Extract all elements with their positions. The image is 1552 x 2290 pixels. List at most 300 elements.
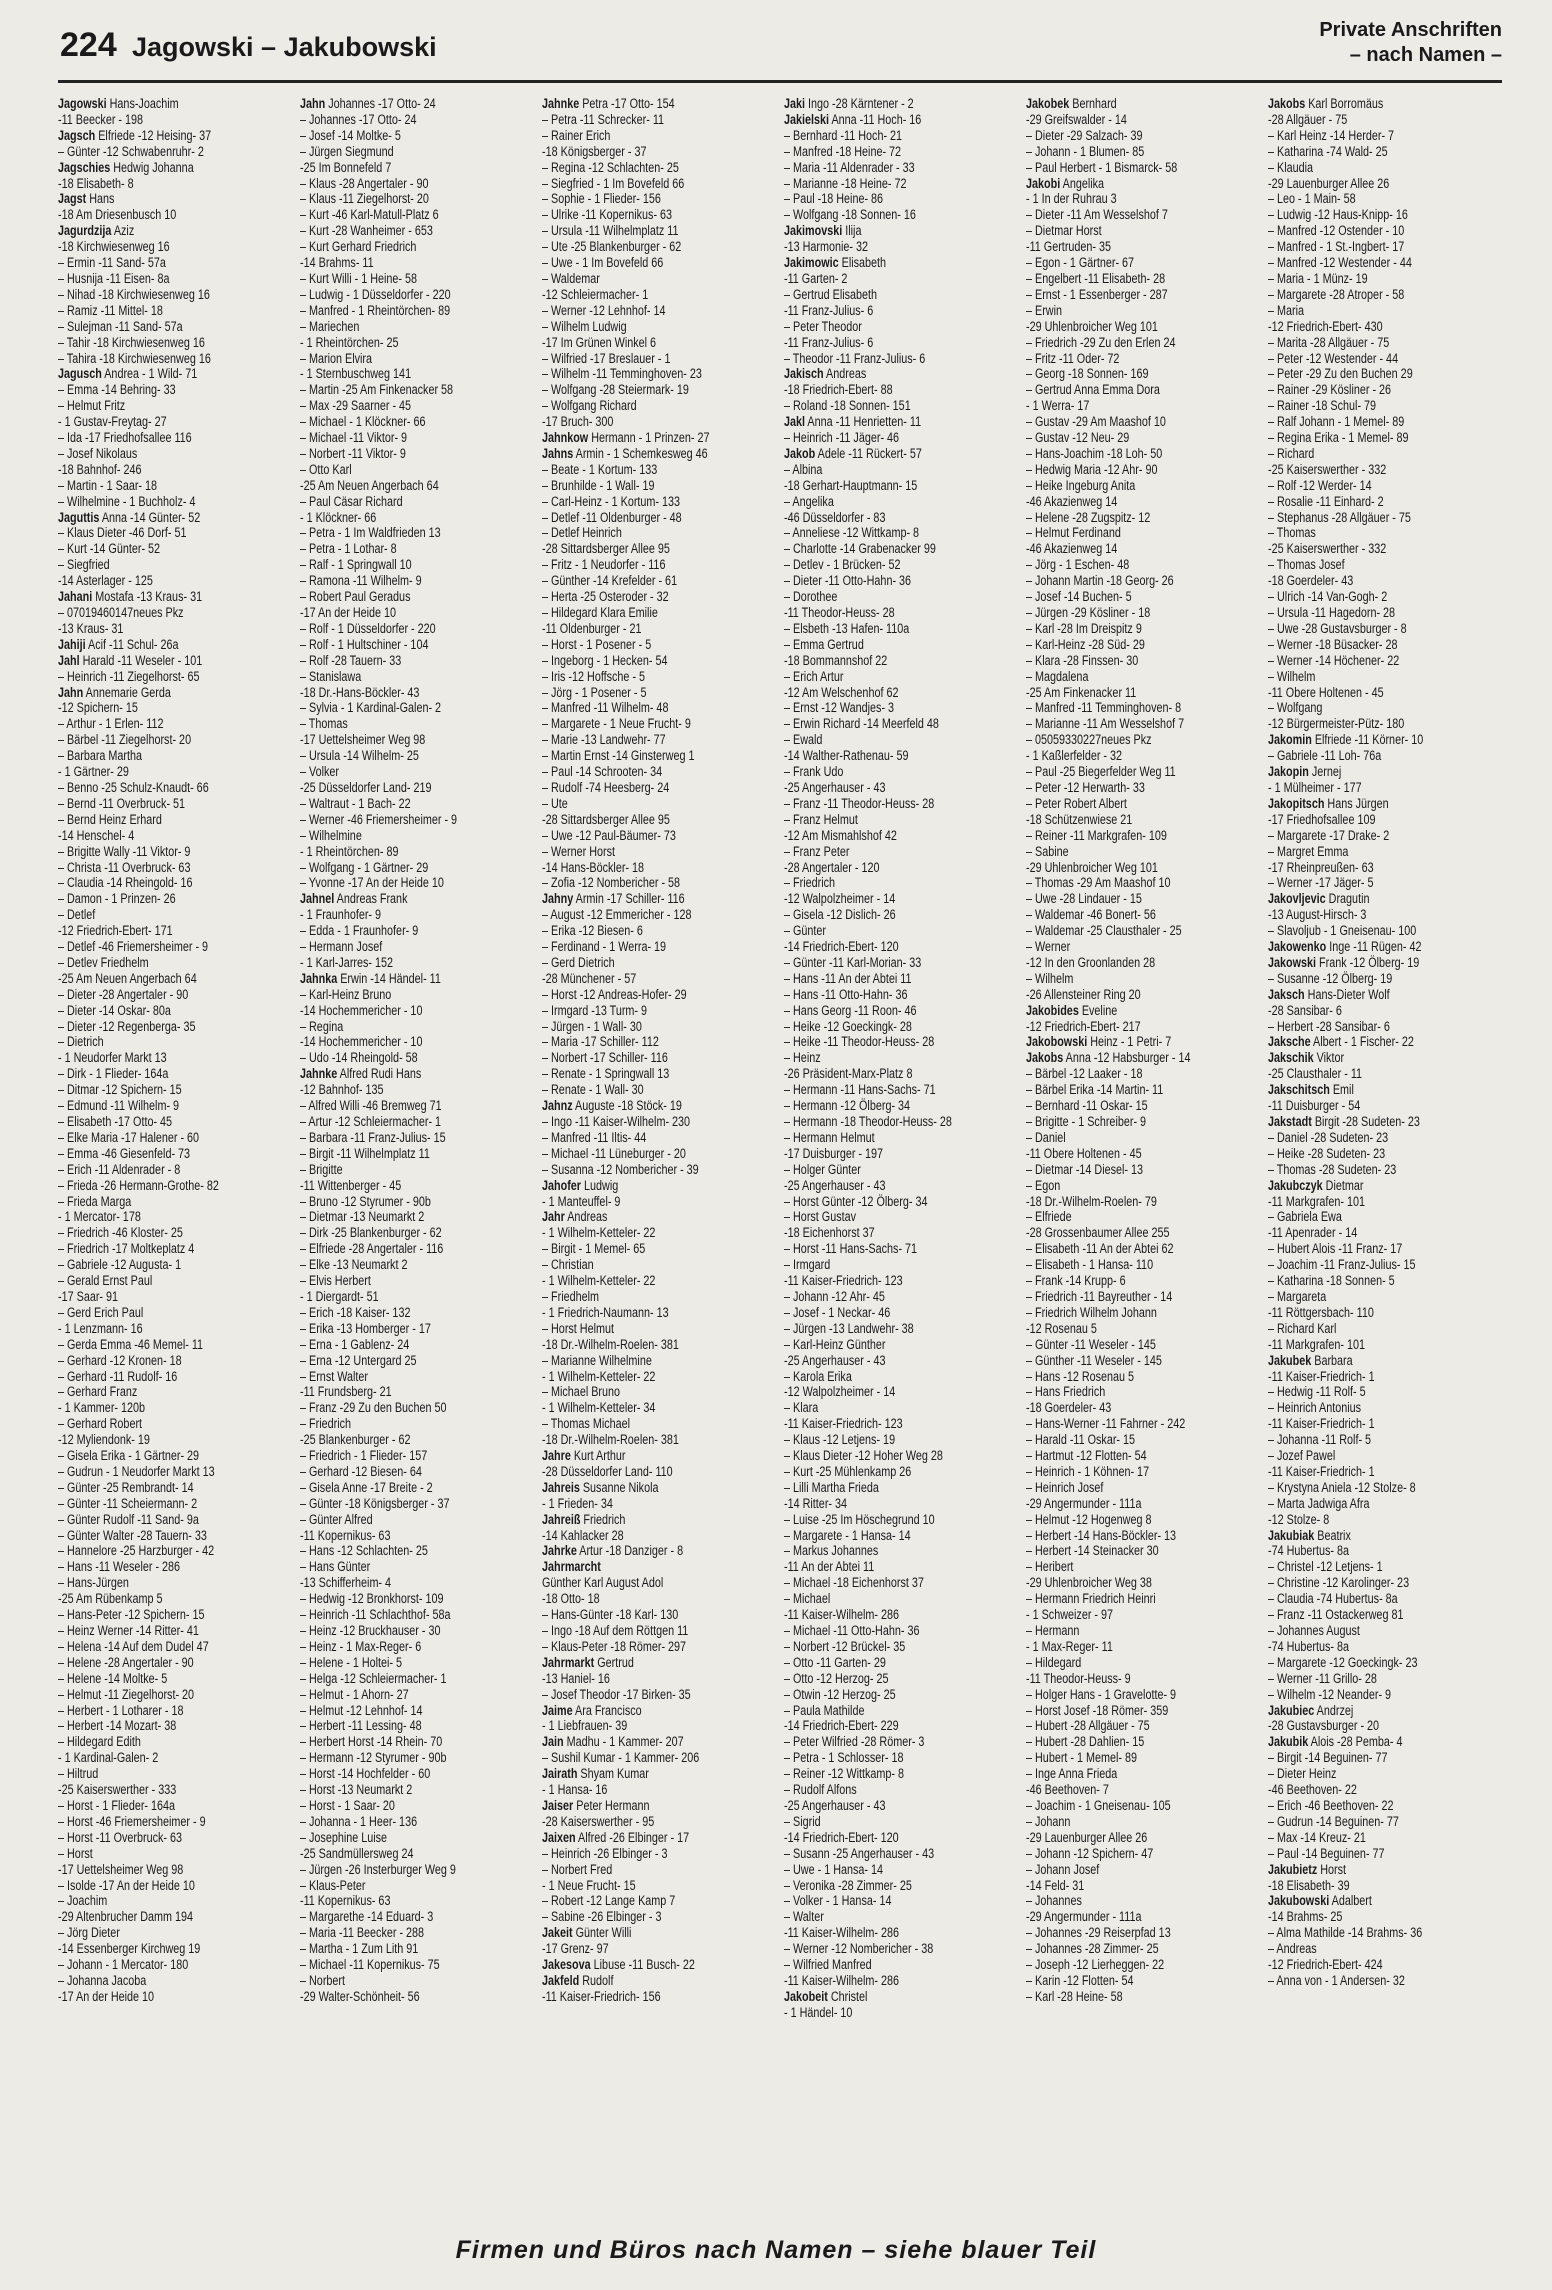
directory-entry: – Joachim	[58, 1893, 108, 1909]
directory-entry: – Marion Elvira	[300, 350, 373, 366]
directory-entry: – Wilhelm	[1026, 970, 1074, 986]
directory-entry: – Erika -12 Biesen- 6	[542, 923, 643, 939]
directory-entry: - 1 Gärtner- 29	[58, 764, 129, 780]
directory-entry: -14 Friedrich-Ebert- 120	[784, 939, 899, 955]
surname: Jakowski	[1268, 954, 1317, 970]
directory-entry: -11 Kaiser-Wilhelm- 286	[784, 1925, 900, 1941]
directory-entry: -17 Friedhofsallee 109	[1268, 811, 1376, 827]
directory-entry: – Helene -14 Moltke- 5	[58, 1670, 168, 1686]
directory-entry: – Theodor -11 Franz-Julius- 6	[784, 350, 926, 366]
directory-column	[542, 96, 774, 2214]
directory-entry: -12 Spichern- 15	[58, 700, 138, 716]
directory-entry: – Paul -25 Biegerfelder Weg 11	[1026, 764, 1176, 780]
directory-entry: – Klaus Dieter -12 Hoher Weg 28	[784, 1448, 943, 1464]
directory-entry: – Horst	[58, 1845, 93, 1861]
directory-entry: – Klara -28 Finssen- 30	[1026, 652, 1139, 668]
directory-entry: – Nihad -18 Kirchwiesenweg 16	[58, 286, 210, 302]
directory-entry: – Elisabeth -11 An der Abtei 62	[1026, 1241, 1174, 1257]
directory-entry: -25 Düsseldorfer Land- 219	[300, 779, 432, 795]
directory-entry: – Krystyna Aniela -12 Stolze- 8	[1268, 1479, 1416, 1495]
directory-entry: – Wilhelmine - 1 Buchholz- 4	[58, 493, 196, 509]
directory-entry: – Maria -17 Schiller- 112	[542, 1034, 659, 1050]
surname: Jakubek	[1268, 1352, 1312, 1368]
directory-entry: -74 Hubertus- 8a	[1268, 1543, 1350, 1559]
directory-entry: – Paula Mathilde	[784, 1702, 865, 1718]
surname: Jakomin	[1268, 732, 1312, 748]
directory-entry: – Rudolf Alfons	[784, 1782, 857, 1798]
directory-entry: Jahani Mostafa -13 Kraus- 31	[58, 589, 203, 605]
directory-entry: – Werner	[1026, 939, 1071, 955]
directory-entry: – Frieda -26 Hermann-Grothe- 82	[58, 1177, 219, 1193]
directory-entry: -13 Schifferheim- 4	[300, 1575, 392, 1591]
directory-entry: Jahl Harald -11 Weseler - 101	[58, 652, 203, 668]
directory-entry: - 1 Frieden- 34	[542, 1495, 613, 1511]
directory-entry: -18 Goerdeler- 43	[1268, 573, 1354, 589]
directory-entry: – Werner -14 Höchener- 22	[1268, 652, 1400, 668]
directory-entry: – Ingo -18 Auf dem Röttgen 11	[542, 1623, 689, 1638]
surname: Jakfeld	[542, 1972, 580, 1988]
directory-entry: – Erich Artur	[784, 668, 844, 684]
directory-entry: -28 Angertaler - 120	[784, 859, 880, 875]
directory-entry: – Heike -11 Theodor-Heuss- 28	[784, 1034, 935, 1050]
directory-entry: – Detlef -46 Friemersheimer - 9	[58, 939, 209, 955]
directory-entry: – Zofia -12 Nombericher - 58	[542, 875, 681, 891]
directory-entry: – Elfriede -28 Angertaler - 116	[300, 1241, 444, 1257]
directory-entry: Jakobek Bernhard	[1026, 96, 1117, 111]
directory-entry: - 1 In der Ruhrau 3	[1026, 191, 1117, 207]
directory-entry: – Erwin Richard -14 Meerfeld 48	[784, 716, 939, 732]
directory-entry: – Jozef Pawel	[1268, 1448, 1336, 1464]
directory-entry: – Klaus Dieter -46 Dorf- 51	[58, 525, 187, 541]
directory-entry: Jahn Annemarie Gerda	[58, 684, 171, 700]
directory-entry: -18 Kirchwiesenweg 16	[58, 239, 170, 255]
directory-entry: – Heinrich -11 Schlachthof- 58a	[300, 1607, 451, 1623]
directory-entry: – Albina	[784, 461, 823, 477]
directory-entry: Jakubik Alois -28 Pemba- 4	[1268, 1734, 1403, 1750]
directory-entry: -29 Uhlenbroicher Weg 101	[1026, 859, 1158, 875]
directory-entry: – Manfred - 1 St.-Ingbert- 17	[1268, 239, 1405, 255]
directory-entry: – Damon - 1 Prinzen- 26	[58, 891, 176, 907]
directory-entry: – Tahira -18 Kirchwiesenweg 16	[58, 350, 211, 366]
directory-entry: – Erich -46 Beethoven- 22	[1268, 1797, 1394, 1813]
directory-entry: – Margarete -28 Atroper - 58	[1268, 286, 1405, 302]
directory-entry: – Hermann Helmut	[784, 1129, 875, 1145]
directory-entry: – Sophie - 1 Flieder- 156	[542, 191, 661, 207]
directory-entry: -17 Rheinpreußen- 63	[1268, 859, 1374, 875]
directory-entry: – Horst -14 Hochfelder - 60	[300, 1766, 431, 1782]
directory-entry: – Otto -12 Herzog- 25	[784, 1670, 889, 1686]
directory-entry: – Maria - 1 Münz- 19	[1268, 270, 1368, 286]
directory-entry: – Herbert -14 Mozart- 38	[58, 1718, 177, 1734]
directory-entry: – Kurt Willi - 1 Heine- 58	[300, 270, 418, 286]
directory-entry: Jahre Kurt Arthur	[542, 1448, 626, 1464]
directory-entry: – Marianne -11 Am Wesselshof 7	[1026, 716, 1185, 732]
directory-entry: – Franz Helmut	[784, 811, 858, 827]
directory-entry: -13 August-Hirsch- 3	[1268, 907, 1367, 923]
directory-entry: – Bärbel -12 Laaker - 18	[1026, 1066, 1143, 1082]
directory-entry: Jahnke Alfred Rudi Hans	[300, 1066, 422, 1082]
directory-entry: -11 Garten- 2	[784, 270, 848, 286]
directory-entry: – Werner -11 Grillo- 28	[1268, 1670, 1377, 1686]
surname: Jahofer	[542, 1177, 582, 1193]
directory-entry: - 1 Händel- 10	[784, 2004, 853, 2020]
directory-entry: Jagusch Andrea - 1 Wild- 71	[58, 366, 198, 382]
directory-entry: – Hedwig -12 Bronkhorst- 109	[300, 1591, 444, 1607]
directory-entry: – Angelika	[784, 493, 834, 509]
directory-entry: Jahrke Artur -18 Danziger - 8	[542, 1543, 684, 1559]
directory-entry: – Johann -12 Ahr- 45	[784, 1288, 885, 1304]
directory-entry: – Otto -11 Garten- 29	[784, 1654, 886, 1670]
directory-entry: – Johann -12 Spichern- 47	[1026, 1845, 1154, 1861]
directory-entry: -25 Angerhauser - 43	[784, 1352, 886, 1368]
directory-entry: – Werner -12 Lehnhof- 14	[542, 302, 666, 318]
directory-entry: – Isolde -17 An der Heide 10	[58, 1877, 195, 1893]
directory-entry: -18 Dr.-Wilhelm-Roelen- 381	[542, 1336, 679, 1352]
directory-entry: -28 Kaiserswerther - 95	[542, 1813, 655, 1829]
directory-entry: – Helmut -12 Lehnhof- 14	[300, 1702, 423, 1718]
directory-entry: – Erich -11 Aldenrader - 8	[58, 1161, 181, 1177]
directory-entry: Jahnke Petra -17 Otto- 154	[542, 96, 675, 111]
directory-entry: -29 Lauenburger Allee 26	[1026, 1829, 1148, 1845]
directory-entry: – Josephine Luise	[300, 1829, 388, 1845]
directory-entry: – Bärbel Erika -14 Martin- 11	[1026, 1082, 1164, 1098]
directory-entry: -25 Am Rübenkamp 5	[58, 1591, 163, 1607]
directory-entry: Jakopin Jernej	[1268, 764, 1342, 780]
directory-entry: -11 Obere Holtenen - 45	[1268, 684, 1384, 700]
directory-entry: Jakobs Anna -12 Habsburger - 14	[1026, 1050, 1191, 1066]
directory-entry: -25 Angerhauser - 43	[784, 779, 886, 795]
directory-entry: – Dietrich	[58, 1034, 104, 1050]
directory-entry: -26 Allensteiner Ring 20	[1026, 986, 1141, 1002]
directory-entry: - 1 Wilhelm-Ketteler- 22	[542, 1225, 656, 1241]
directory-entry: – Roland -18 Sonnen- 151	[784, 398, 911, 414]
directory-entry: – Erwin	[1026, 302, 1063, 318]
directory-entry: – Leo - 1 Main- 58	[1268, 191, 1356, 207]
directory-entry: -46 Akazienweg 14	[1026, 541, 1118, 557]
surname: Jahrke	[542, 1543, 577, 1559]
directory-entry: – Petra -11 Schrecker- 11	[542, 111, 665, 127]
directory-entry: – Johanna Jacoba	[58, 1972, 147, 1988]
directory-entry: -25 Clausthaler - 11	[1268, 1066, 1363, 1082]
directory-entry: – Rolf - 1 Düsseldorfer - 220	[300, 620, 436, 636]
directory-entry: – Ernst Walter	[300, 1368, 369, 1384]
directory-entry: – Heike Ingeburg Anita	[1026, 477, 1136, 493]
directory-entry: – Werner -12 Nombericher - 38	[784, 1941, 934, 1957]
surname: Jakopin	[1268, 764, 1309, 780]
directory-entry: Jagurdzija Aziz	[58, 223, 135, 239]
directory-entry: – Wilhelm -12 Neander- 9	[1268, 1686, 1392, 1702]
directory-entry: – Maria -11 Aldenrader - 33	[784, 159, 915, 175]
directory-entry: – Ludwig - 1 Düsseldorfer - 220	[300, 286, 451, 302]
directory-entry: -11 Kaiser-Friedrich- 123	[784, 1273, 903, 1289]
directory-entry: – Ulrike -11 Kopernikus- 63	[542, 207, 673, 223]
directory-entry: – Susanne -12 Ölberg- 19	[1268, 970, 1393, 986]
directory-entry: Jaixen Alfred -26 Elbinger - 17	[542, 1829, 690, 1845]
directory-entry: Jakeit Günter Willi	[542, 1925, 632, 1941]
directory-entry: Jaki Ingo -28 Kärntener - 2	[784, 96, 914, 111]
directory-entry: – Werner -18 Büsacker- 28	[1268, 636, 1398, 652]
directory-entry: – Dorothee	[784, 589, 838, 605]
directory-entry: -25 Kaiserswerther - 332	[1268, 541, 1387, 557]
directory-entry: – Marie -13 Landwehr- 77	[542, 732, 666, 748]
surname: Jakschitsch	[1268, 1082, 1330, 1098]
directory-entry: – Renate - 1 Springwall 13	[542, 1066, 670, 1082]
directory-entry: – Ramiz -11 Mittel- 18	[58, 302, 163, 318]
directory-entry: -11 Duisburger - 54	[1268, 1098, 1361, 1114]
directory-entry: – Hans-Werner -11 Fahrner - 242	[1026, 1416, 1186, 1432]
directory-entry: -12 Schleiermacher- 1	[542, 286, 649, 302]
surname: Jairath	[542, 1766, 578, 1782]
directory-entry: – Hans Friedrich	[1026, 1384, 1106, 1400]
directory-entry: – Petra - 1 Lothar- 8	[300, 541, 397, 557]
directory-entry: – Peter Theodor	[784, 318, 862, 334]
surname: Jahnel	[300, 891, 335, 907]
section-title	[1319, 18, 1502, 68]
directory-entry: - 1 Liebfrauen- 39	[542, 1718, 628, 1734]
directory-entry: -11 Kaiser-Friedrich- 156	[542, 1988, 661, 2004]
directory-entry: – Hubert - 1 Memel- 89	[1026, 1750, 1138, 1766]
directory-entry: – Kurt -46 Karl-Matull-Platz 6	[300, 207, 439, 223]
directory-entry: – Dieter -29 Salzach- 39	[1026, 127, 1143, 143]
directory-entry: -12 Myliendonk- 19	[58, 1432, 150, 1448]
directory-entry: – Sabine	[1026, 843, 1069, 859]
surname: Jagschies	[58, 159, 111, 175]
directory-entry: – Uwe -28 Lindauer - 15	[1026, 891, 1142, 907]
directory-entry: – Heinrich Antonius	[1268, 1400, 1362, 1416]
surname: Jahny	[542, 891, 574, 907]
directory-entry: – Günther -14 Krefelder - 61	[542, 573, 678, 589]
directory-entry: Jakowski Frank -12 Ölberg- 19	[1268, 954, 1420, 970]
directory-entry: -18 Elisabeth- 39	[1268, 1877, 1350, 1893]
directory-entry: Jahr Andreas	[542, 1209, 608, 1225]
directory-entry: Jakubiak Beatrix	[1268, 1527, 1351, 1543]
directory-entry: – Margareta	[1268, 1288, 1327, 1304]
directory-entry: – Heinrich -11 Jäger- 46	[784, 430, 900, 446]
directory-entry: – Michael -11 Kopernikus- 75	[300, 1957, 440, 1973]
surname: Jakubik	[1268, 1734, 1309, 1750]
directory-entry: – Helga -12 Schleiermacher- 1	[300, 1670, 447, 1686]
directory-entry: – Gabriele -12 Augusta- 1	[58, 1257, 182, 1273]
directory-entry: – Gabriele -11 Loh- 76a	[1268, 748, 1382, 764]
surname: Jaksch	[1268, 986, 1305, 1002]
directory-entry: Jagsch Elfriede -12 Heising- 37	[58, 127, 212, 143]
surname: Jahn	[300, 96, 326, 111]
directory-entry: – Kurt Gerhard Friedrich	[300, 239, 417, 255]
directory-entry: – Herbert -14 Hans-Böckler- 13	[1026, 1527, 1177, 1543]
directory-entry: – Marianne Wilhelmine	[542, 1352, 652, 1368]
directory-entry: -11 Theodor-Heuss- 9	[1026, 1670, 1131, 1686]
directory-entry: – Horst Gustav	[784, 1209, 857, 1225]
directory-entry: – Regina	[300, 1018, 344, 1034]
directory-entry: -18 Otto- 18	[542, 1591, 600, 1607]
directory-entry: – Gerda Emma -46 Memel- 11	[58, 1336, 204, 1352]
directory-entry: -29 Walter-Schönheit- 56	[300, 1988, 420, 2004]
directory-entry: -25 Kaiserswerther - 332	[1268, 461, 1387, 477]
directory-entry: – Friedhelm	[542, 1288, 600, 1304]
running-title: Jagowski – Jakubowski	[132, 32, 437, 62]
directory-entry: – Birgit -14 Beguinen- 77	[1268, 1750, 1388, 1766]
surname: Jakobs	[1268, 96, 1306, 111]
directory-entry: – Margarethe -14 Eduard- 3	[300, 1909, 434, 1925]
directory-entry: – Tahir -18 Kirchwiesenweg 16	[58, 334, 205, 350]
directory-entry: – Elke -13 Neumarkt 2	[300, 1257, 408, 1273]
directory-entry: -29 Greifswalder - 14	[1026, 111, 1127, 127]
directory-entry: – Martin -25 Am Finkenacker 58	[300, 382, 454, 398]
directory-entry: – Herbert -14 Steinacker 30	[1026, 1543, 1159, 1559]
directory-entry: -14 Asterlager - 125	[58, 573, 153, 589]
surname: Jakubczyk	[1268, 1177, 1323, 1193]
directory-entry: -17 Grenz- 97	[542, 1941, 609, 1957]
directory-entry: – Martin - 1 Saar- 18	[58, 477, 158, 493]
directory-entry: - 1 Kaßlerfelder - 32	[1026, 748, 1123, 764]
directory-entry: – Horst -46 Friemersheimer - 9	[58, 1813, 206, 1829]
directory-entry: -18 Königsberger - 37	[542, 143, 647, 159]
directory-entry: Jakl Anna -11 Henrietten- 11	[784, 414, 922, 430]
directory-entry: – Franz Peter	[784, 843, 850, 859]
directory-entry: Günther Karl August Adol	[542, 1575, 664, 1591]
directory-entry: – Ursula -14 Wilhelm- 25	[300, 748, 419, 764]
directory-entry: – Richard	[1268, 445, 1315, 461]
surname: Jakobek	[1026, 96, 1070, 111]
directory-entry: Jain Madhu - 1 Kammer- 207	[542, 1734, 684, 1750]
directory-entry: – Ernst - 1 Essenberger - 287	[1026, 286, 1168, 302]
directory-entry: – Max -14 Kreuz- 21	[1268, 1829, 1366, 1845]
directory-entry: – Christa -11 Overbruck- 63	[58, 859, 191, 875]
directory-entry: – Sigrid	[784, 1813, 821, 1829]
directory-entry: – Hans Georg -11 Roon- 46	[784, 1002, 917, 1018]
directory-entry: - 1 Max-Reger- 11	[1026, 1638, 1113, 1654]
directory-entry: -14 Kahlacker 28	[542, 1527, 624, 1543]
directory-entry: -12 Rosenau 5	[1026, 1320, 1097, 1336]
directory-entry: - 1 Manteuffel- 9	[542, 1193, 621, 1209]
directory-entry: -12 Walpolzheimer - 14	[784, 891, 896, 907]
directory-entry: – Fritz -11 Oder- 72	[1026, 350, 1120, 366]
directory-column	[1026, 96, 1258, 2214]
directory-entry: – Christel -12 Letjens- 1	[1268, 1559, 1383, 1575]
surname: Jakowenko	[1268, 939, 1327, 955]
directory-entry: – Heinz Werner -14 Ritter- 41	[58, 1623, 199, 1638]
directory-entry: – Jörg - 1 Eschen- 48	[1026, 557, 1130, 573]
directory-entry: – Michael	[784, 1591, 831, 1607]
directory-entry: -18 Dr.-Hans-Böckler- 43	[300, 684, 420, 700]
directory-entry: -17 Duisburger - 197	[784, 1145, 884, 1161]
surname: Jaguttis	[58, 509, 100, 525]
directory-entry: – Karl-Heinz Günther	[784, 1336, 886, 1352]
directory-entry: – Günter -11 Weseler - 145	[1026, 1336, 1156, 1352]
directory-entry: Jaksch Hans-Dieter Wolf	[1268, 986, 1390, 1002]
directory-entry: – Paul Herbert - 1 Bismarck- 58	[1026, 159, 1178, 175]
directory-entry: – Karl Heinz -14 Herder- 7	[1268, 127, 1395, 143]
directory-entry: – Dirk -25 Blankenburger - 62	[300, 1225, 442, 1241]
directory-entry: - 1 Gustav-Freytag- 27	[58, 414, 167, 430]
directory-entry: – Richard Karl	[1268, 1320, 1337, 1336]
directory-entry: – Marta Jadwiga Afra	[1268, 1495, 1370, 1511]
directory-entry: – Birgit - 1 Memel- 65	[542, 1241, 646, 1257]
directory-entry: -25 Kaiserswerther - 333	[58, 1782, 177, 1798]
directory-entry: – Helene -28 Angertaler - 90	[58, 1654, 194, 1670]
directory-entry: Jahrmarkt Gertrud	[542, 1654, 634, 1670]
directory-entry: -11 Kaiser-Friedrich- 1	[1268, 1416, 1375, 1432]
directory-entry: – Volker - 1 Hansa- 14	[784, 1893, 892, 1909]
directory-entry: – Johann	[1026, 1813, 1071, 1829]
surname: Jahnka	[300, 970, 338, 986]
directory-entry: – Johannes -17 Otto- 24	[300, 111, 417, 127]
surname: Jahnke	[542, 96, 580, 111]
directory-entry: – Uwe - 1 Hansa- 14	[784, 1861, 884, 1877]
directory-entry: -25 Angerhauser - 43	[784, 1177, 886, 1193]
directory-entry: -11 Wittenberger - 45	[300, 1177, 402, 1193]
directory-entry: -13 Harmonie- 32	[784, 239, 869, 255]
directory-entry: -14 Feld- 31	[1026, 1877, 1085, 1893]
surname: Jahr	[542, 1209, 565, 1225]
directory-entry: – Horst -12 Andreas-Hofer- 29	[542, 986, 687, 1002]
directory-entry: – Manfred -18 Heine- 72	[784, 143, 902, 159]
directory-entry: -74 Hubertus- 8a	[1268, 1638, 1350, 1654]
directory-entry: -11 Apenrader - 14	[1268, 1225, 1358, 1241]
directory-entry: – Susann -25 Angerhauser - 43	[784, 1845, 935, 1861]
directory-entry: – Karl -28 Im Dreispitz 9	[1026, 620, 1142, 636]
directory-entry: – Ditmar -12 Spichern- 15	[58, 1082, 182, 1098]
directory-entry: – Sulejman -11 Sand- 57a	[58, 318, 183, 334]
directory-entry: – Wilhelm Ludwig	[542, 318, 627, 334]
directory-entry: Jakobeit Christel	[784, 1988, 868, 2004]
directory-entry: – Stanislawa	[300, 668, 362, 684]
directory-entry: -14 Hans-Böckler- 18	[542, 859, 645, 875]
directory-entry: – Alma Mathilde -14 Brahms- 36	[1268, 1925, 1423, 1941]
directory-entry: Jakubiec Andrzej	[1268, 1702, 1354, 1718]
directory-entry: - 1 Sternbuschweg 141	[300, 366, 412, 382]
directory-entry: – Helmut Fritz	[58, 398, 126, 414]
directory-entry: – Günter Alfred	[300, 1511, 373, 1527]
directory-entry: Jakisch Andreas	[784, 366, 867, 382]
directory-entry: Jahiji Acif -11 Schul- 26a	[58, 636, 179, 652]
directory-entry: – Hartmut -12 Flotten- 54	[1026, 1448, 1147, 1464]
directory-entry: Jahnka Erwin -14 Händel- 11	[300, 970, 441, 986]
directory-entry: – Norbert -11 Viktor- 9	[300, 445, 406, 461]
directory-entry: – Jörg Dieter	[58, 1925, 120, 1941]
surname: Jakopitsch	[1268, 795, 1325, 811]
directory-entry: – Rolf -28 Tauern- 33	[300, 652, 402, 668]
directory-entry: – Erich -18 Kaiser- 132	[300, 1304, 411, 1320]
directory-entry: – Josef -14 Moltke- 5	[300, 127, 401, 143]
directory-entry: -18 Goerdeler- 43	[1026, 1400, 1112, 1416]
directory-entry: -11 Kaiser-Wilhelm- 286	[784, 1972, 900, 1988]
directory-entry: – Hans -11 An der Abtei 11	[784, 970, 912, 986]
directory-entry: – Margret Emma	[1268, 843, 1349, 859]
directory-entry: Jakobi Angelika	[1026, 175, 1105, 191]
directory-entry: -12 Friedrich-Ebert- 430	[1268, 318, 1383, 334]
directory-entry: -11 Franz-Julius- 6	[784, 334, 874, 350]
directory-entry: – Elke Maria -17 Halener - 60	[58, 1129, 200, 1145]
directory-entry: – Inge Anna Frieda	[1026, 1766, 1118, 1782]
directory-entry: – Hermann	[1026, 1623, 1080, 1638]
directory-entry: – Gertrud Anna Emma Dora	[1026, 382, 1160, 398]
directory-entry: -17 An der Heide 10	[58, 1988, 155, 2004]
directory-entry: – Erna -12 Untergard 25	[300, 1352, 417, 1368]
directory-entry: – Manfred -11 Wilhelm- 48	[542, 700, 669, 716]
directory-entry: -12 In den Groonlanden 28	[1026, 954, 1156, 970]
directory-entry: – Bruno -12 Styrumer - 90b	[300, 1193, 431, 1209]
directory-entry: – Thomas	[1268, 525, 1316, 541]
page-number: 224	[60, 26, 117, 64]
directory-entry: – Günter Rudolf -11 Sand- 9a	[58, 1511, 199, 1527]
directory-entry: – Josef -14 Buchen- 5	[1026, 589, 1132, 605]
directory-entry: Jahny Armin -17 Schiller- 116	[542, 891, 685, 907]
directory-entry: Jahnel Andreas Frank	[300, 891, 408, 907]
directory-entry: – Hannelore -25 Harzburger - 42	[58, 1543, 215, 1559]
directory-entry	[542, 1559, 774, 1575]
directory-entry: – Dieter -12 Regenberga- 35	[58, 1018, 196, 1034]
